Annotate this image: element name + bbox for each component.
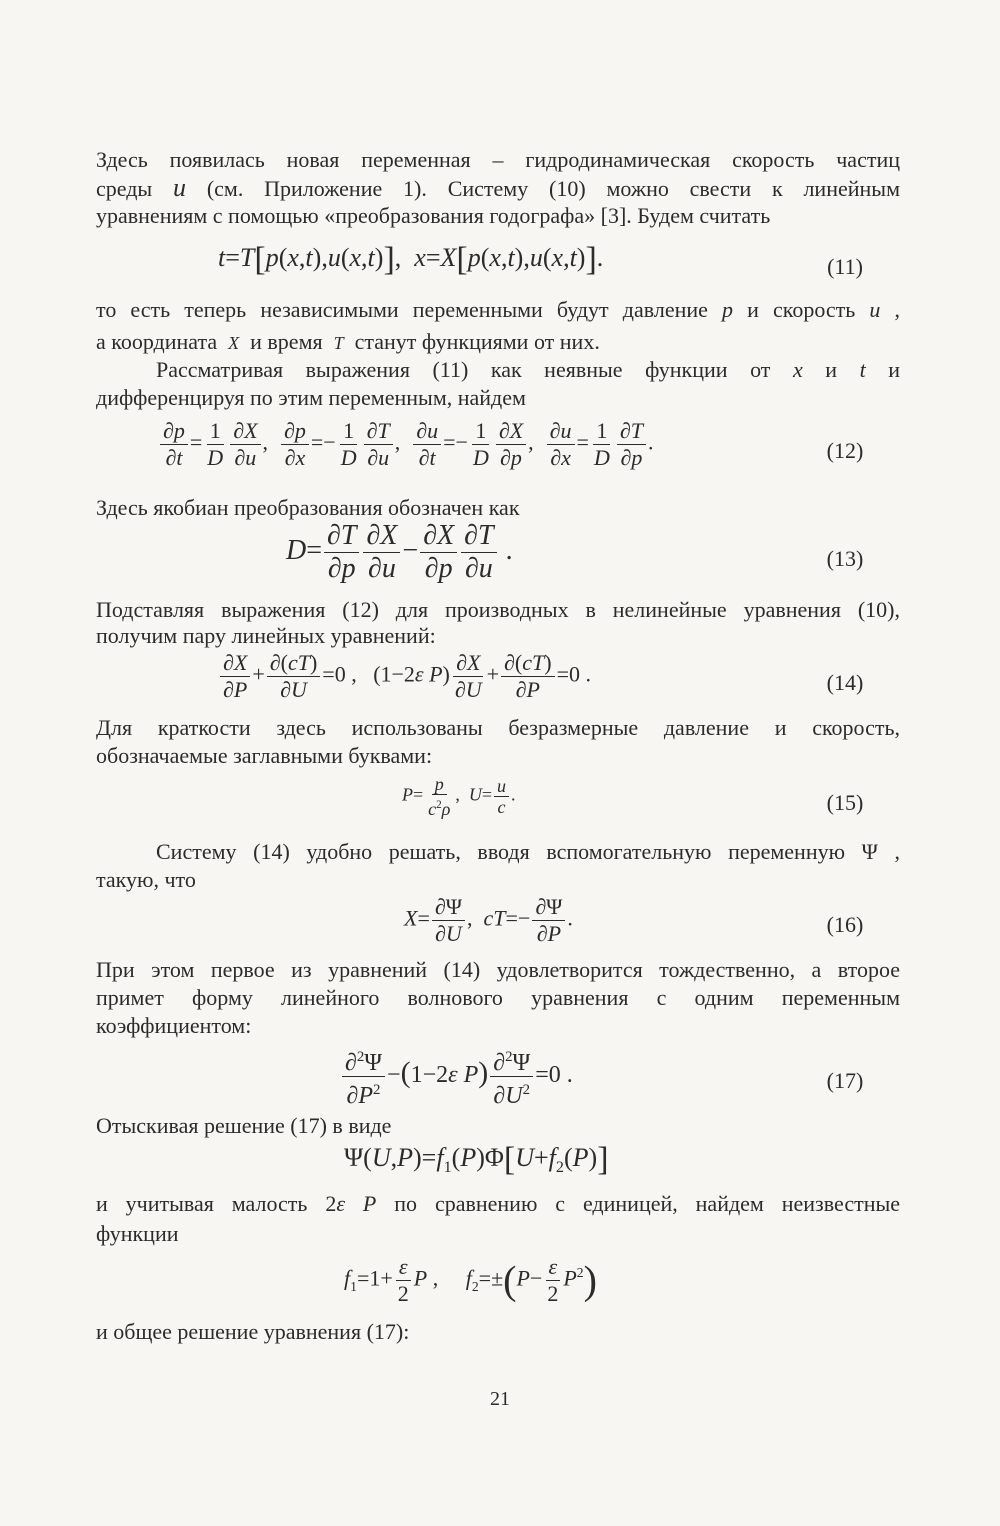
text-line: обозначаемые заглавными буквами: <box>96 743 433 768</box>
text-line: коэффициентом: <box>96 1013 252 1038</box>
text-line: а координата X и время T станут функциями от них. <box>96 329 600 354</box>
text-line: дифференцируя по этим переменным, найдем <box>96 385 526 410</box>
text-line: функции <box>96 1221 179 1246</box>
text-line: и общее решение уравнения (17): <box>96 1319 410 1344</box>
text-line: Отыскивая решение (17) в виде <box>96 1113 392 1138</box>
equation-number: (11) <box>827 254 863 279</box>
text-line: Для краткости здесь использованы безразмерные давление и скорость, <box>96 715 900 740</box>
equation-number: (15) <box>826 790 864 815</box>
text-line: среды u (см. Приложение 1). Систему (10) можно свести к линейным <box>96 173 900 202</box>
text-line: Рассматривая выражения (11) как неявные функции от x и t и <box>156 357 900 382</box>
equation-number: (13) <box>826 546 864 571</box>
page-number: 21 <box>490 1388 510 1410</box>
text-line: Здесь якобиан преобразования обозначен как <box>96 495 520 520</box>
equation-number: (12) <box>826 438 864 463</box>
equation-17: $\frac{\partial^2\Psi}{\partial P^2}$ −(1−2ε P) $\frac{\partial^2\Psi}{\partial U^2}$ =0 . <box>340 1044 573 1109</box>
text-line: уравнениям с помощью «преобразования годографа» [3]. Будем считать <box>96 203 771 228</box>
equation-16: X= $\frac{\partial\Psi}{\partial U}$ , cT=− $\frac{\partial\Psi}{\partial P}$ . <box>404 894 573 946</box>
text-line: получим пару линейных уравнений: <box>96 623 436 648</box>
equation-11: t=T[p(x,t),u(x,t)], x=X[p(x,t),u(x,t)]. <box>218 241 604 279</box>
text-line: примет форму линейного волнового уравнения с одним переменным <box>96 985 900 1010</box>
text-line: Систему (14) удобно решать, вводя вспомогательную переменную Ψ , <box>156 839 900 864</box>
equation-number: (16) <box>826 912 864 937</box>
equation-13: D= $\frac{\partial T}{\partial p}$ $\frac{\partial X}{\partial u}$ − $\frac{\partial X}{\partial p}$ $\frac{\partial T}{\partial u}$ . <box>286 520 513 584</box>
text-line: такую, что <box>96 867 196 892</box>
text-line: При этом первое из уравнений (14) удовлетворится тождественно, а второе <box>96 957 900 982</box>
equation-14: $\frac{\partial X}{\partial P}$ + $\frac{\partial(cT)}{\partial U}$ =0 , (1−2ε P) $\frac{\partial X}{\partial U}$ + $\frac{\partial(cT)}{\partial P}$ =0 . <box>218 650 591 703</box>
equation-15: P= $\frac{p}{c^2\rho}$ , U= $\frac{u}{c}$ . <box>402 774 516 819</box>
equation-number: (14) <box>826 670 864 695</box>
text-line: то есть теперь независимыми переменными будут давление p и скорость u , <box>96 297 901 322</box>
text-line: Здесь появилась новая переменная – гидродинамическая скорость частиц <box>96 147 900 172</box>
equation-number: (17) <box>826 1068 864 1093</box>
text-line: Подставляя выражения (12) для производных в нелинейные уравнения (10), <box>96 597 900 622</box>
equation-solution-form: $\Psi(U,P)=f_1(P)\Phi[U+f_2(P)]$ <box>344 1141 609 1179</box>
equation-12: $\frac{\partial p}{\partial t}$ = $\frac{1}{D}$ $\frac{\partial X}{\partial u}$ , $\frac{\partial p}{\partial x}$ =− $\frac{1}{D}$ $\frac{\partial T}{\partial u}$ , $\frac{\partial u}{\partial t}$ =− $\frac{1}{D}$ $\frac{\partial X}{\partial p}$ , $\frac{\partial u}{\partial x}$ = $\frac{1}{D}$ $\frac{\partial T}{\partial p}$ . <box>158 418 653 471</box>
equation-functions: $f_1=1+$ $\frac{\varepsilon}{2}$ P , $f_2=\pm(P-$ $\frac{\varepsilon}{2}$ $P^2$) <box>344 1254 597 1306</box>
text-line: и учитывая малость 2ε P по сравнению с единицей, найдем неизвестные <box>96 1191 901 1216</box>
